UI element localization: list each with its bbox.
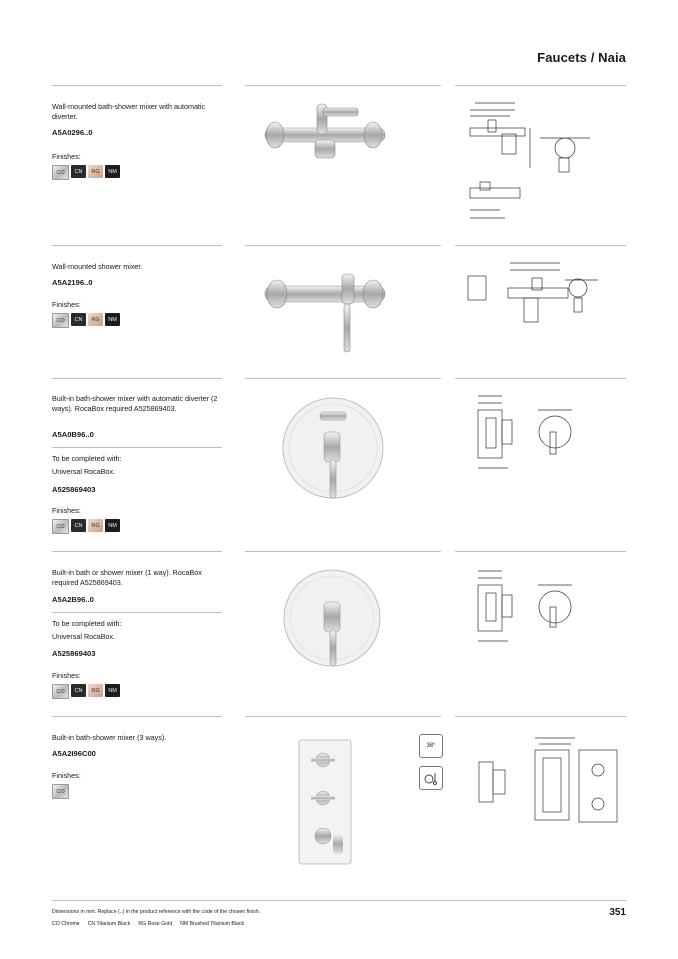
subsection-divider xyxy=(52,447,222,448)
page-title: Faucets / Naia xyxy=(537,50,626,65)
product-description: Wall-mounted shower mixer. xyxy=(52,262,143,271)
section-divider xyxy=(455,245,626,246)
section-divider xyxy=(52,551,222,552)
badge-temperature: 38° xyxy=(426,743,436,749)
page-number: 351 xyxy=(609,907,626,918)
section-divider xyxy=(245,85,441,86)
complete-with-reference: A525869403 xyxy=(52,485,96,494)
product-description: Built-in bath-shower mixer (3 ways). xyxy=(52,733,167,742)
finishes-label: Finishes: xyxy=(52,506,81,515)
legend-rose-gold: RG Rose Gold xyxy=(138,921,173,927)
product-reference: A5A2I96C00 xyxy=(52,749,96,758)
swatch-brushed-titanium-black: NM xyxy=(105,684,120,697)
finishes-label: Finishes: xyxy=(52,771,81,780)
product-reference: A5A0B96..0 xyxy=(52,430,94,439)
finish-legend xyxy=(52,921,244,927)
section-divider xyxy=(52,245,222,246)
technical-drawing-3 xyxy=(460,392,600,477)
legend-titanium-black: CN Titanium Black xyxy=(87,921,131,927)
complete-with-label: To be completed with: xyxy=(52,454,122,463)
legend-chrome: CO Chrome xyxy=(52,921,80,927)
swatch-brushed-titanium-black: NM xyxy=(105,519,120,532)
product-reference: A5A0296..0 xyxy=(52,128,93,137)
swatch-rose-gold: RG xyxy=(88,519,103,532)
product-description: Wall-mounted bath-shower mixer with automatic diverter. xyxy=(52,102,206,121)
product-description: Built-in bath-shower mixer with automatic diverter (2 ways). RocaBox required A525869403. xyxy=(52,394,218,413)
section-divider xyxy=(52,716,222,717)
footer-divider xyxy=(52,900,626,901)
technical-drawing-5 xyxy=(465,732,620,827)
finishes-label: Finishes: xyxy=(52,671,81,680)
section-divider xyxy=(52,85,222,86)
finish-swatches xyxy=(52,519,120,534)
product-description: Built-in bath or shower mixer (1 way). RocaBox required A525869403. xyxy=(52,568,202,587)
section-divider xyxy=(455,716,626,717)
section-divider xyxy=(245,716,441,717)
section-divider xyxy=(245,551,441,552)
product-photo-built-in-2-ways xyxy=(278,392,388,507)
thermostat-lock-badge xyxy=(419,734,443,758)
product-photo-built-in-3-ways xyxy=(295,738,355,868)
technical-drawing-2 xyxy=(460,258,600,333)
swatch-chrome: CO xyxy=(52,165,69,180)
complete-with-item: Universal RocaBox. xyxy=(52,632,116,641)
technical-drawing-4 xyxy=(460,567,600,647)
complete-with-label: To be completed with: xyxy=(52,619,122,628)
swatch-rose-gold: RG xyxy=(88,165,103,178)
swatch-chrome: CO xyxy=(52,684,69,699)
swatch-rose-gold: RG xyxy=(88,684,103,697)
swatch-chrome: CO xyxy=(52,519,69,534)
complete-with-reference: A525869403 xyxy=(52,649,96,658)
finishes-label: Finishes: xyxy=(52,152,81,161)
section-divider xyxy=(455,551,626,552)
product-photo-built-in-1-way xyxy=(280,564,385,674)
complete-with-item: Universal RocaBox. xyxy=(52,467,116,476)
finish-swatches xyxy=(52,684,120,699)
swatch-titanium-black: CN xyxy=(71,313,86,326)
section-divider xyxy=(455,85,626,86)
section-divider xyxy=(245,378,441,379)
section-divider xyxy=(245,245,441,246)
footer-note: Dimensions in mm. Replace (..) in the product reference with the code of the chosen finish. xyxy=(52,909,261,915)
swatch-titanium-black: CN xyxy=(71,684,86,697)
swatch-titanium-black: CN xyxy=(71,165,86,178)
finish-swatches xyxy=(52,165,120,180)
swatch-titanium-black: CN xyxy=(71,519,86,532)
section-divider xyxy=(455,378,626,379)
technical-drawing-1 xyxy=(460,98,600,228)
thermostat-icon xyxy=(419,766,443,790)
swatch-rose-gold: RG xyxy=(88,313,103,326)
product-photo-shower-mixer xyxy=(255,258,405,358)
section-divider xyxy=(52,378,222,379)
legend-brushed-titanium-black: NM Brushed Titanium Black xyxy=(180,921,245,927)
finish-swatches xyxy=(52,313,120,328)
product-reference: A5A2B96..0 xyxy=(52,595,94,604)
swatch-brushed-titanium-black: NM xyxy=(105,165,120,178)
swatch-chrome: CO xyxy=(52,784,69,799)
finish-swatches xyxy=(52,784,69,799)
product-photo-bath-shower-mixer xyxy=(255,100,405,175)
subsection-divider xyxy=(52,612,222,613)
swatch-brushed-titanium-black: NM xyxy=(105,313,120,326)
swatch-chrome: CO xyxy=(52,313,69,328)
product-reference: A5A2196..0 xyxy=(52,278,93,287)
finishes-label: Finishes: xyxy=(52,300,81,309)
